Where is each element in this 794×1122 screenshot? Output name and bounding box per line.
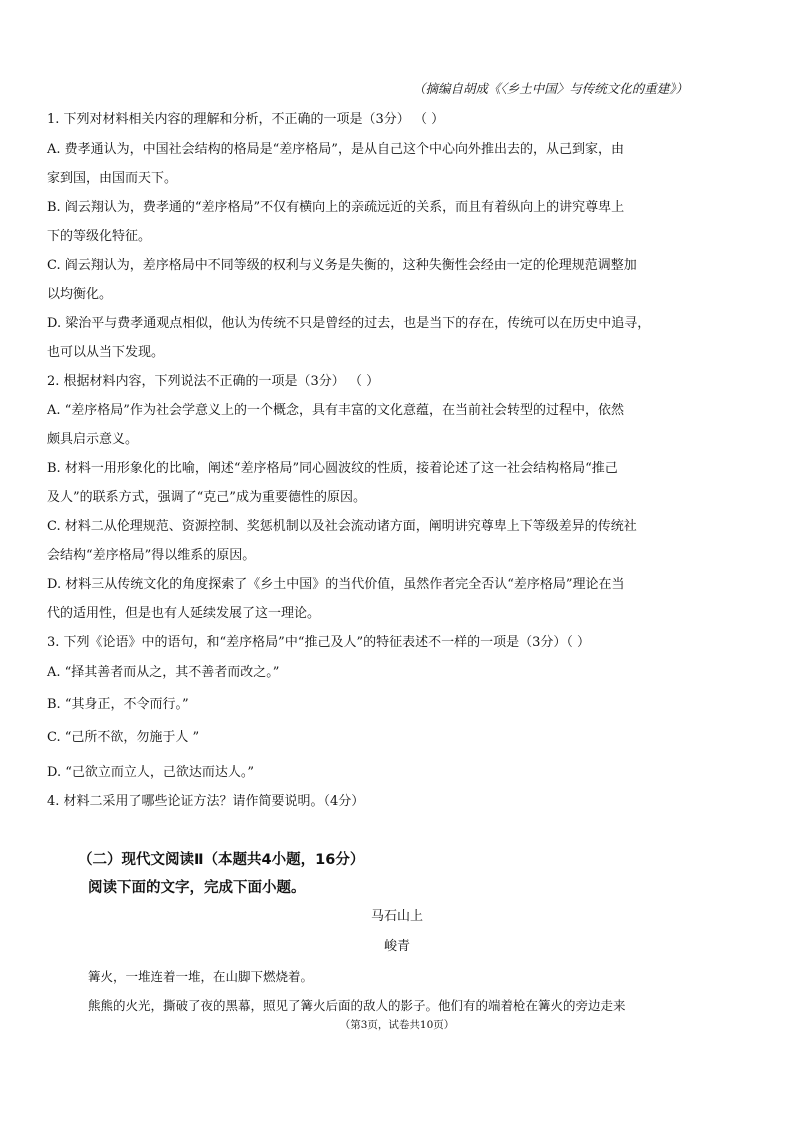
question-2-option-b: B. 材料一用形象化的比喻，阐述“差序格局”同心圆波纹的性质，接着论述了这一社会结构格局“推己 bbox=[47, 461, 618, 476]
question-1-stem: 1. 下列对材料相关内容的理解和分析，不正确的一项是（3分） （ ） bbox=[47, 112, 445, 127]
question-1-option-c-cont: 以均衡化。 bbox=[47, 287, 113, 302]
source-citation: （摘编自胡成《〈乡土中国〉与传统文化的重建》） bbox=[413, 81, 689, 96]
question-1-option-a-cont: 家到国，由国而天下。 bbox=[47, 171, 178, 186]
section-2-title: （二）现代文阅读Ⅱ（本题共4小题，16分） bbox=[78, 852, 365, 868]
story-paragraph-1: 篝火，一堆连着一堆，在山脚下燃烧着。 bbox=[88, 969, 314, 984]
question-1-option-b-cont: 下的等级化特征。 bbox=[47, 229, 152, 244]
story-author: 峻青 bbox=[383, 939, 410, 954]
story-paragraph-2: 熊熊的火光，撕破了夜的黑幕，照见了篝火后面的敌人的影子。他们有的端着枪在篝火的旁边走来 bbox=[88, 998, 626, 1013]
question-3-option-a: A. “择其善者而从之，其不善者而改之。” bbox=[47, 665, 280, 680]
question-1-option-b: B. 阎云翔认为，费孝通的“差序格局”不仅有横向上的亲疏远近的关系，而且有着纵向上的讲究尊卑上 bbox=[47, 200, 625, 215]
question-2-option-c: C. 材料二从伦理规范、资源控制、奖惩机制以及社会流动诸方面，阐明讲究尊卑上下等级差异的传统社 bbox=[47, 519, 637, 534]
question-1-option-a: A. 费孝通认为，中国社会结构的格局是“差序格局”，是从自己这个中心向外推出去的，从己到家，由 bbox=[47, 142, 624, 157]
story-title: 马石山上 bbox=[370, 909, 423, 924]
question-2-option-c-cont: 会结构“差序格局”得以维系的原因。 bbox=[47, 548, 256, 563]
question-3-option-b: B. “其身正，不令而行。” bbox=[47, 697, 189, 712]
question-2-option-b-cont: 及人”的联系方式，强调了“克己”成为重要德性的原因。 bbox=[47, 490, 366, 505]
question-2-option-d-cont: 代的适用性，但是也有人延续发展了这一理论。 bbox=[47, 606, 321, 621]
question-1-option-d-cont: 也可以从当下发现。 bbox=[47, 345, 165, 360]
page-footer: （第3页，试卷共10页） bbox=[339, 1019, 455, 1031]
question-4-stem: 4. 材料二采用了哪些论证方法？请作简要说明。（4分） bbox=[47, 794, 365, 809]
question-3-option-c: C. “己所不欲，勿施于人 ” bbox=[47, 730, 200, 745]
question-2-stem: 2. 根据材料内容，下列说法不正确的一项是（3分） （ ） bbox=[47, 374, 380, 389]
question-2-option-a: A. “差序格局”作为社会学意义上的一个概念，具有丰富的文化意蕴，在当前社会转型的过程中，依然 bbox=[47, 403, 624, 418]
question-2-option-d: D. 材料三从传统文化的角度探索了《乡土中国》的当代价值，虽然作者完全否认“差序格局”理论在当 bbox=[47, 577, 625, 592]
question-3-option-d: D. “己欲立而立人，己欲达而达人。” bbox=[47, 765, 255, 780]
question-1-option-d: D. 梁治平与费孝通观点相似，他认为传统不只是曾经的过去，也是当下的存在，传统可以在历史中追寻， bbox=[47, 316, 651, 331]
section-2-instruction: 阅读下面的文字，完成下面小题。 bbox=[88, 880, 306, 896]
question-2-option-a-cont: 颇具启示意义。 bbox=[47, 432, 139, 447]
question-1-option-c: C. 阎云翔认为，差序格局中不同等级的权利与义务是失衡的，这种失衡性会经由一定的伦理规范调整加 bbox=[47, 258, 637, 273]
question-3-stem: 3. 下列《论语》中的语句，和“差序格局”中“推己及人”的特征表述不一样的一项是（3分）（ ） bbox=[47, 635, 591, 650]
